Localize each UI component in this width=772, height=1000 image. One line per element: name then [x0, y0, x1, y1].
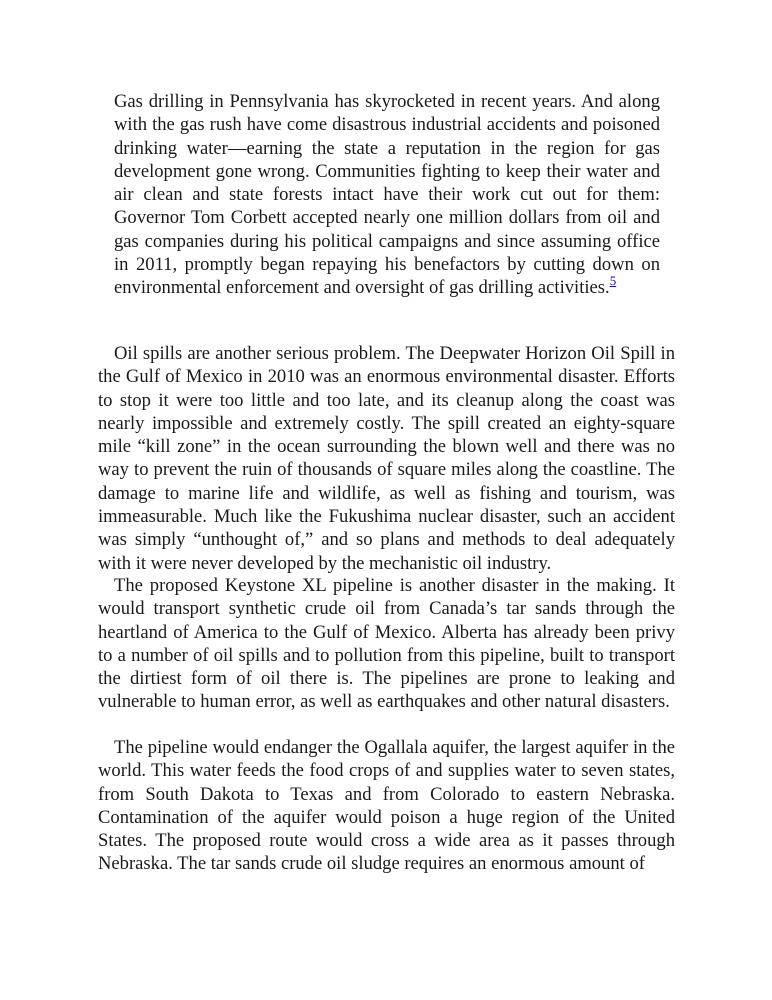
paragraph-keystone-pipeline: The proposed Keystone XL pipeline is another disaster in the making. It would transport synthetic crude oil from Canada’s tar sands through the heartland of America to the Gulf of Mexico. Alberta has already been privy to a number of oil spills and to pollution from this pipeline, built to transport the dirtiest form of oil there is. The pipelines are prone to leaking and vulnerable to human error, as well as earthquakes and other natural disasters. [98, 575, 675, 713]
block-quote-text: Gas drilling in Pennsylvania has skyrocketed in recent years. And along with the gas rush have come disastrous industrial accidents and poisoned drinking water—earning the state a reputation in the region for gas development gone wrong. Communities fighting to keep their water and air clean and state forests intact have their work cut out for them: Governor Tom Corbett accepted nearly one million dollars from oil and gas companies during his political campaigns and since assuming office in 2011, promptly began repaying his benefactors by cutting down on environmental enforcement and oversight of gas drilling activities. [114, 91, 660, 299]
paragraph-oil-spills: Oil spills are another serious problem. The Deepwater Horizon Oil Spill in the Gulf of Mexico in 2010 was an enormous environmental disaster. Efforts to stop it were too little and too late, and its cleanup along the coast was nearly impossible and extremely costly. The spill created an eighty-square mile “kill zone” in the ocean surrounding the blown well and there was no way to prevent the ruin of thousands of square miles along the coastline. The damage to marine life and wildlife, as well as fishing and tourism, was immeasurable. Much like the Fukushima nuclear disaster, such an accident was simply “unthought of,” and so plans and methods to deal adequately with it were never developed by the mechanistic oil industry. [98, 343, 675, 574]
footnote-link[interactable]: 5 [609, 273, 617, 289]
block-quote [114, 90, 660, 300]
paragraph-ogallala-aquifer: The pipeline would endanger the Ogallala aquifer, the largest aquifer in the world. This water feeds the food crops of and supplies water to seven states, from South Dakota to Texas and from Colorado to eastern Nebraska. Contamination of the aquifer would poison a huge region of the United States. The proposed route would cross a wide area as it passes through Nebraska. The tar sands crude oil sludge requires an enormous amount of [98, 737, 675, 875]
